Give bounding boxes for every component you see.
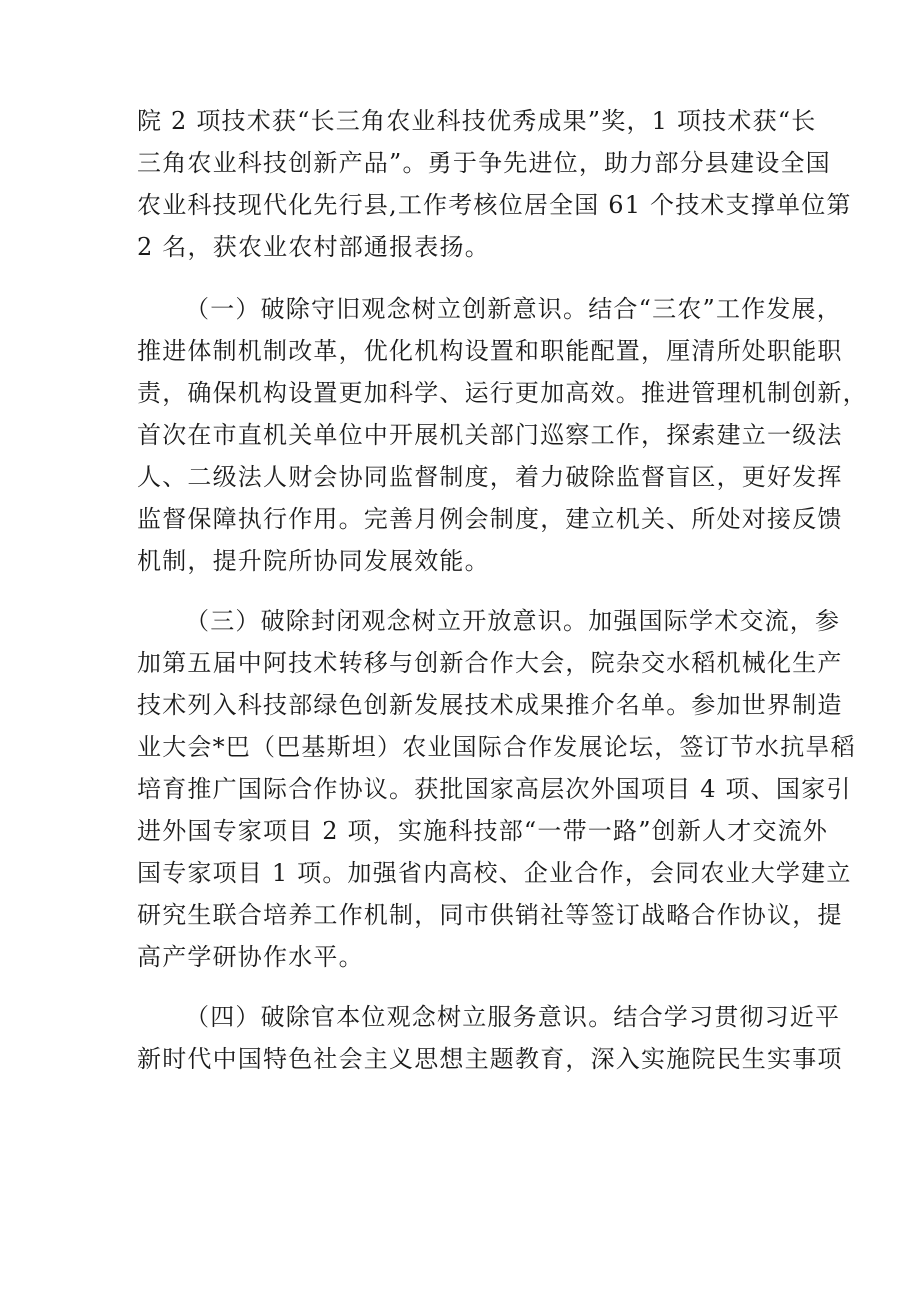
paragraph-section-4 <box>137 996 843 1080</box>
text-line: 技术列入科技部绿色创新发展技术成果推介名单。参加世界制造 <box>137 691 843 719</box>
text-line: 推进体制机制改革，优化机构设置和职能配置，厘清所处职能职 <box>137 337 843 365</box>
text-line: 国专家项目 1 项。加强省内高校、企业合作，会同农业大学建立 <box>137 859 852 887</box>
paragraph-section-1 <box>137 288 868 582</box>
paragraph-intro <box>137 100 852 268</box>
text-line: 责，确保机构设置更加科学、运行更加高效。推进管理机制创新， <box>137 379 868 407</box>
text-line: 三角农业科技创新产品”。勇于争先进位，助力部分县建设全国 <box>137 149 831 177</box>
text-line: 人、二级法人财会协同监督制度，着力破除监督盲区，更好发挥 <box>137 463 843 491</box>
text-line: 新时代中国特色社会主义思想主题教育，深入实施院民生实事项 <box>137 1045 843 1073</box>
text-line: 高产学研协作水平。 <box>137 943 364 971</box>
section-heading-line: （一）破除守旧观念树立创新意识。结合“三农”工作发展， <box>185 295 842 323</box>
paragraph-section-3 <box>137 600 856 978</box>
text-line: 首次在市直机关单位中开展机关部门巡察工作，探索建立一级法 <box>137 421 843 449</box>
text-line: 研究生联合培养工作机制，同市供销社等签订战略合作协议，提 <box>137 901 843 929</box>
text-line: 业大会*巴（巴基斯坦）农业国际合作发展论坛，签订节水抗旱稻 <box>137 733 856 761</box>
text-line: 培育推广国际合作协议。获批国家高层次外国项目 4 项、国家引 <box>137 775 852 803</box>
text-line: 进外国专家项目 2 项，实施科技部“一带一路”创新人才交流外 <box>137 817 829 845</box>
text-line: 机制，提升院所协同发展效能。 <box>137 547 490 575</box>
section-heading-line: （四）破除官本位观念树立服务意识。结合学习贯彻习近平 <box>185 1003 841 1031</box>
text-line: 2 名，获农业农村部通报表扬。 <box>137 233 490 261</box>
text-line: 院 2 项技术获“长三角农业科技优秀成果”奖，1 项技术获“长 <box>137 107 817 135</box>
text-line: 农业科技现代化先行县,工作考核位居全国 61 个技术支撑单位第 <box>137 191 852 219</box>
text-line: 监督保障执行作用。完善月例会制度，建立机关、所处对接反馈 <box>137 505 843 533</box>
document-body <box>137 100 868 1098</box>
text-line: 加第五届中阿技术转移与创新合作大会，院杂交水稻机械化生产 <box>137 649 843 677</box>
section-heading-line: （三）破除封闭观念树立开放意识。加强国际学术交流，参 <box>185 607 841 635</box>
